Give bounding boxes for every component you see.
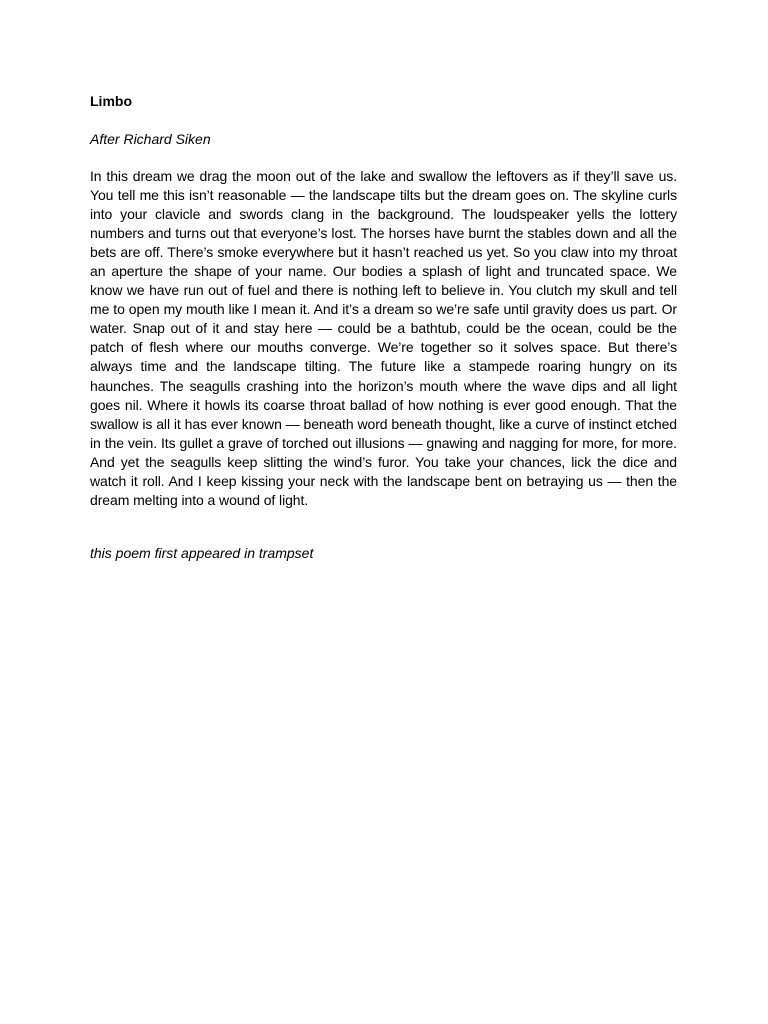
poem-title: Limbo — [90, 93, 132, 109]
poem-body: In this dream we drag the moon out of the lake and swallow the leftovers as if they’ll save us. You tell me this isn’t reasonable — the landscape tilts but the dream goes on. The skyline curls into your clavicle and swords clang in the background. The loudspeaker yells the lottery numbers and turns out that everyone’s lost. The horses have burnt the stables down and all the bets are off. There’s smoke everywhere but it hasn’t reached us yet. So you claw into my throat an aperture the shape of your name. Our bodies a splash of light and truncated space. We know we have run out of fuel and there is nothing left to believe in. You clutch my skull and tell me to open my mouth like I mean it. And it’s a dream so we’re safe until gravity does us part. Or water. Snap out of it and stay here — could be a bathtub, could be the ocean, could be the patch of flesh where our mouths converge. We’re together so it solves space. But there’s always time and the landscape tilting. The future like a stampede roaring hungry on its haunches. The seagulls crashing into the horizon’s mouth where the wave dips and all light goes nil. Where it howls its coarse throat ballad of how nothing is ever good enough. That the swallow is all it has ever known — beneath word beneath thought, like a curve of instinct etched in the vein. Its gullet a grave of torched out illusions — gnawing and nagging for more, for more. And yet the seagulls keep slitting the wind’s furor. You take your chances, lick the dice and watch it roll. And I keep kissing your neck with the landscape bent on betraying us — then the dream melting into a wound of light. — [90, 168, 677, 508]
poem-epigraph: After Richard Siken — [90, 131, 211, 147]
publication-note: this poem first appeared in trampset — [90, 545, 314, 561]
